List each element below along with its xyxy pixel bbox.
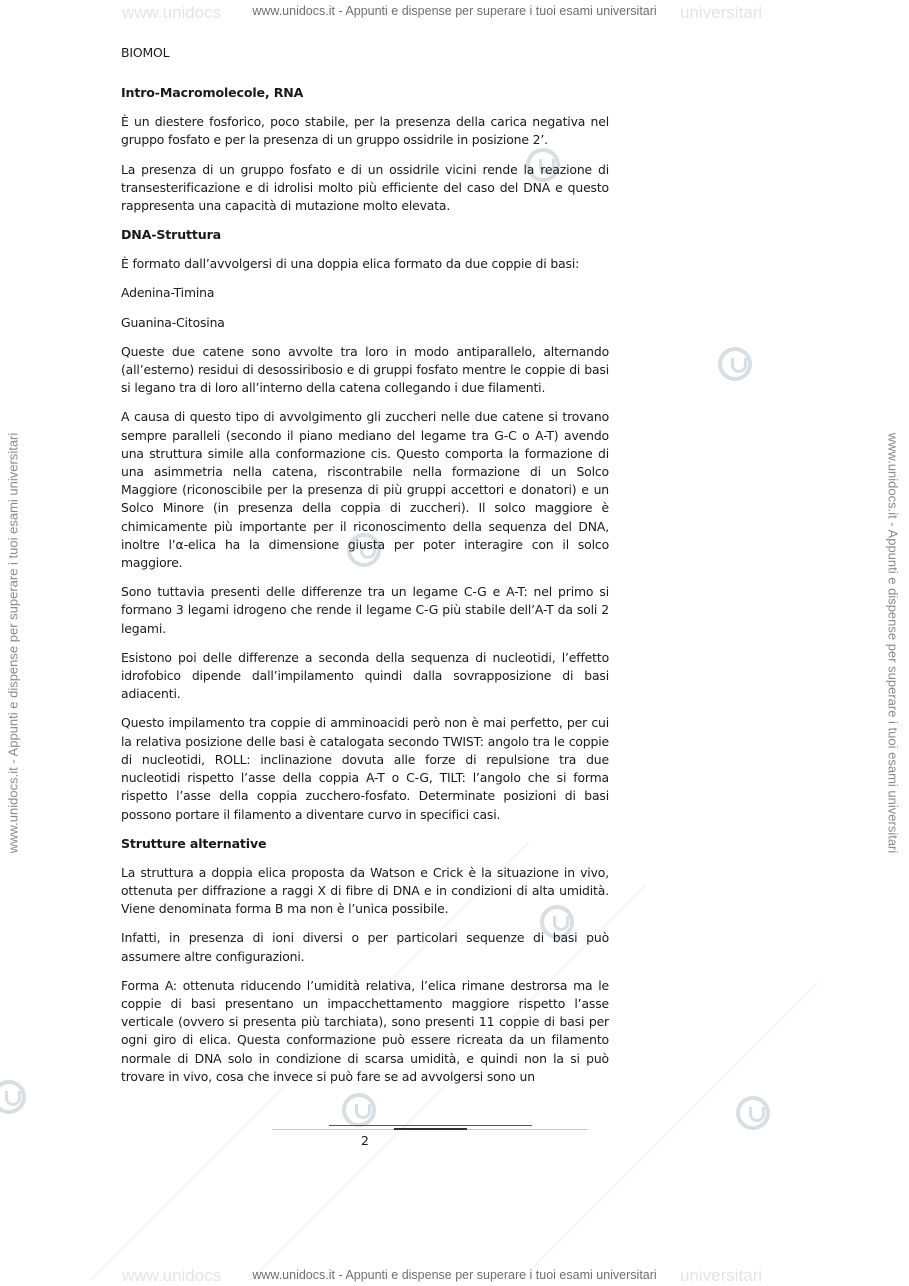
body-paragraph: Forma A: ottenuta riducendo l’umidità relativa, l’elica rimane destrorsa ma le coppie di basi presentano un impacchettamento maggiore rispetto l’asse verticale (ovvero si presenta più tarchiata), sono presenti 11 coppie di basi per ogni giro di elica. Questa conformazione può essere ricreata da un filamento normale di DNA solo in condizione di scarsa umidità, e quindi non la si può trovare in vivo, cosa che invece si può fare se ad avvolgersi sono un [121, 977, 609, 1084]
watermark-banner-bottom: www.unidocs.it - Appunti e dispense per superare i tuoi esami universitari [252, 1268, 657, 1282]
watermark-ghost-text: www.unidocs [122, 3, 222, 22]
body-paragraph: A causa di questo tipo di avvolgimento gli zuccheri nelle due catene si trovano sempre paralleli (secondo il piano mediano del legame tra G-C o A-T) avendo una struttura simile alla conformazione cis. Questo comporta la formazione di una asimmetria nella catena, riscontrabile nella formazione di un Solco Maggiore (riconoscibile per la presenza di più gruppi accettori e donatori) e un Solco Minore (in presenza della coppia di zuccheri). Il solco maggiore è chimicamente più importante per il riconoscimento della sequenza del DNA, inoltre l’α-elica ha la dimensione giusta per poter interagire con il solco maggiore. [121, 409, 609, 571]
body-paragraph: Sono tuttavia presenti delle differenze tra un legame C-G e A-T: nel primo si formano 3 legami idrogeno che rende il legame C-G più stabile dell’A-T da soli 2 legami. [121, 584, 609, 636]
watermark-ghost-text: universitari [680, 1266, 763, 1285]
unidocs-logo-icon [718, 347, 752, 381]
body-paragraph: Queste due catene sono avvolte tra loro in modo antiparallelo, alternando (all’esterno) residui di desossiribosio e di gruppi fosfato mentre le coppie di basi si legano tra di loro all’interno della catena collegando i due filamenti. [121, 343, 609, 396]
section-heading: Intro-Macromolecole, RNA [121, 85, 304, 101]
section-heading: DNA-Struttura [121, 227, 221, 243]
unidocs-logo-icon [342, 1093, 376, 1127]
body-paragraph: Guanina-Citosina [121, 314, 225, 330]
body-paragraph: Adenina-Timina [121, 285, 215, 301]
watermark-ghost-text: universitari [680, 3, 763, 22]
body-paragraph: Infatti, in presenza di ioni diversi o per particolari sequenze di basi può assumere altre configurazioni. [121, 930, 609, 964]
unidocs-logo-icon [736, 1096, 770, 1130]
watermark-side-right: www.unidocs.it - Appunti e dispense per superare i tuoi esami universitari [885, 432, 901, 854]
body-paragraph: La presenza di un gruppo fosfato e di un ossidrile vicini rende la reazione di transesterificazione e di idrolisi molto più efficiente del caso del DNA e questo rappresenta una capacità di mutazione molto elevata. [121, 161, 609, 214]
document-header: BIOMOL [121, 45, 170, 60]
watermark-ghost-text: www.unidocs [122, 1266, 222, 1285]
document-page [121, 40, 609, 1097]
body-paragraph: Questo impilamento tra coppie di amminoacidi però non è mai perfetto, per cui la relativa posizione delle basi è catalogata secondo TWIST: angolo tra le coppie di nucleotidi, ROLL: inclinazione dovuta alle forze di repulsione tra due nucleotidi rispetto l’asse della coppia A-T o C-G, TILT: l’angolo che si forma rispetto l’asse della coppia zucchero-fosfato. Determinate posizioni di basi possono portare il filamento a diventare curvo in specifici casi. [121, 715, 609, 822]
watermark-side-left: www.unidocs.it - Appunti e dispense per superare i tuoi esami universitari [5, 432, 21, 854]
body-paragraph: La struttura a doppia elica proposta da Watson e Crick è la situazione in vivo, ottenuta per diffrazione a raggi X di fibre di DNA e in condizioni di alta umidità. Viene denominata forma B ma non è l’unica possibile. [121, 864, 609, 917]
body-paragraph: Esistono poi delle differenze a seconda della sequenza di nucleotidi, l’effetto idrofobico dipende dall’impilamento quindi dalla sovrapposizione di basi adiacenti. [121, 649, 609, 702]
page-number: 2 [361, 1133, 369, 1148]
body-paragraph: È formato dall’avvolgersi di una doppia elica formato da due coppie di basi: [121, 256, 580, 272]
body-paragraph: È un diestere fosforico, poco stabile, per la presenza della carica negativa nel gruppo fosfato e per la presenza di un gruppo ossidrile in posizione 2’. [121, 114, 609, 148]
unidocs-logo-icon [0, 1080, 26, 1114]
watermark-banner-top: www.unidocs.it - Appunti e dispense per superare i tuoi esami universitari [252, 4, 657, 18]
section-heading: Strutture alternative [121, 835, 267, 851]
footer-divider [394, 1128, 467, 1130]
footer-divider [329, 1125, 532, 1126]
